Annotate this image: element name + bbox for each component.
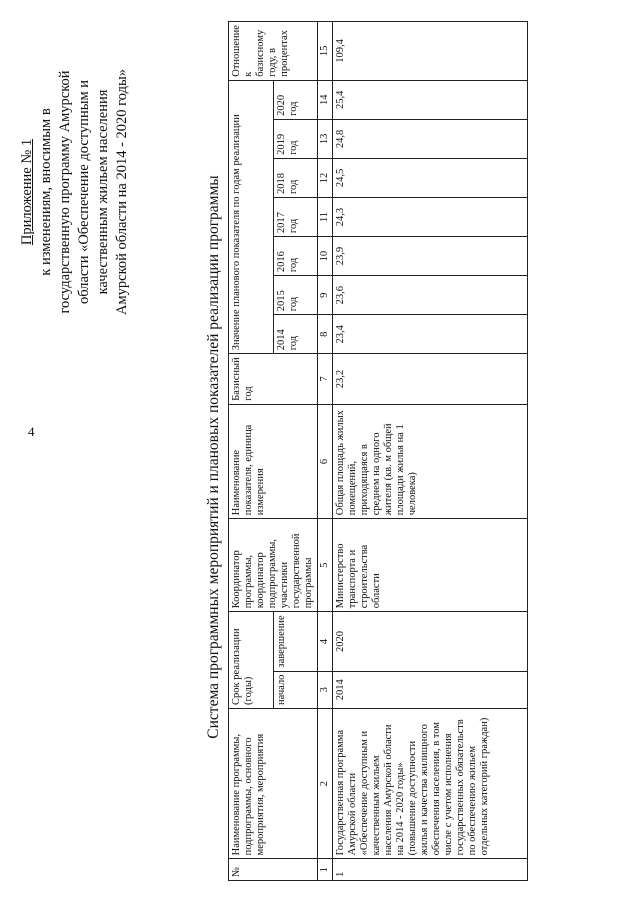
header-ratio: Отношение к базисному году, в процентах: [229, 22, 318, 81]
row-value: 23,4: [333, 315, 528, 354]
column-number: 6: [318, 404, 333, 519]
header-base: Базисный год: [229, 354, 318, 404]
column-number: 14: [318, 80, 333, 119]
column-number: 2: [318, 708, 333, 858]
row-no: 1: [333, 859, 528, 881]
row-base: 23,2: [333, 354, 528, 404]
table-row: [333, 22, 528, 881]
column-number: 13: [318, 119, 333, 158]
annex-line-2: к изменениям, вносимым в: [38, 108, 54, 276]
row-indicator: Общая площадь жилых помещений, приходящаяся в среднем на одного жителя (кв. м общей площади жилья на 1 человека): [333, 404, 528, 519]
row-start: 2014: [333, 671, 528, 708]
header-name: Наименование программы, подпрограммы, основного мероприятия, мероприятия: [229, 708, 318, 858]
column-number: 12: [318, 158, 333, 197]
row-value: 24,3: [333, 197, 528, 236]
header-plan: Значение планового показателя по годам реализации: [229, 80, 274, 354]
header-year: 2015 год: [273, 276, 318, 315]
annex-line-3: государственную программу Амурской: [57, 70, 73, 314]
column-number: 10: [318, 237, 333, 276]
row-end: 2020: [333, 612, 528, 671]
program-table: [228, 21, 528, 881]
annex-line-4: области «Обеспечение доступным и: [76, 79, 92, 305]
header-year: 2019 год: [273, 119, 318, 158]
document-title: Система программных мероприятий и плановых показателей реализации программы: [205, 175, 222, 739]
row-value: 23,6: [333, 276, 528, 315]
header-indicator: Наименование показателя, единица измерения: [229, 404, 318, 519]
column-number: 4: [318, 612, 333, 671]
page-number: 4: [28, 424, 35, 439]
column-number: 9: [318, 276, 333, 315]
row-name: Государственная программа Амурской области «Обеспечение доступным и качественным жильем населения Амурской области на 2014 - 2020 годы» (повышение доступности жилья и качества жилищного обеспечения населения, в том числе с учетом исполнения государственных обязательств по обеспечению жильем отдельных категорий граждан): [333, 708, 528, 858]
column-number: 11: [318, 197, 333, 236]
row-value: 23,9: [333, 237, 528, 276]
annex-block: [18, 27, 132, 357]
row-value: 24,5: [333, 158, 528, 197]
header-year: 2014 год: [273, 315, 318, 354]
header-start: начало: [273, 671, 318, 708]
header-no: №: [229, 859, 318, 881]
column-number: 8: [318, 315, 333, 354]
column-number-row: [318, 22, 333, 881]
header-end: завершение: [273, 612, 318, 671]
column-number: 1: [318, 859, 333, 881]
header-year: 2017 год: [273, 197, 318, 236]
header-year: 2016 год: [273, 237, 318, 276]
column-number: 15: [318, 22, 333, 81]
header-year: 2020 год: [273, 80, 318, 119]
annex-line-1: Приложение № 1: [19, 138, 35, 246]
header-term: Срок реализации (годы): [229, 612, 274, 709]
row-value: 24,8: [333, 119, 528, 158]
annex-line-6: Амурской области на 2014 - 2020 годы»: [114, 69, 130, 315]
column-number: 5: [318, 519, 333, 612]
row-coordinator: Министерство транспорта и строительства области: [333, 519, 528, 612]
column-number: 3: [318, 671, 333, 708]
header-coordinator: Координатор программы, координатор подпрограммы, участники государственной программы: [229, 519, 318, 612]
column-number: 7: [318, 354, 333, 404]
header-year: 2018 год: [273, 158, 318, 197]
annex-line-5: качественным жильем населения: [95, 89, 111, 295]
row-ratio: 109,4: [333, 22, 528, 81]
row-value: 25,4: [333, 80, 528, 119]
header-row-1: [229, 22, 274, 881]
